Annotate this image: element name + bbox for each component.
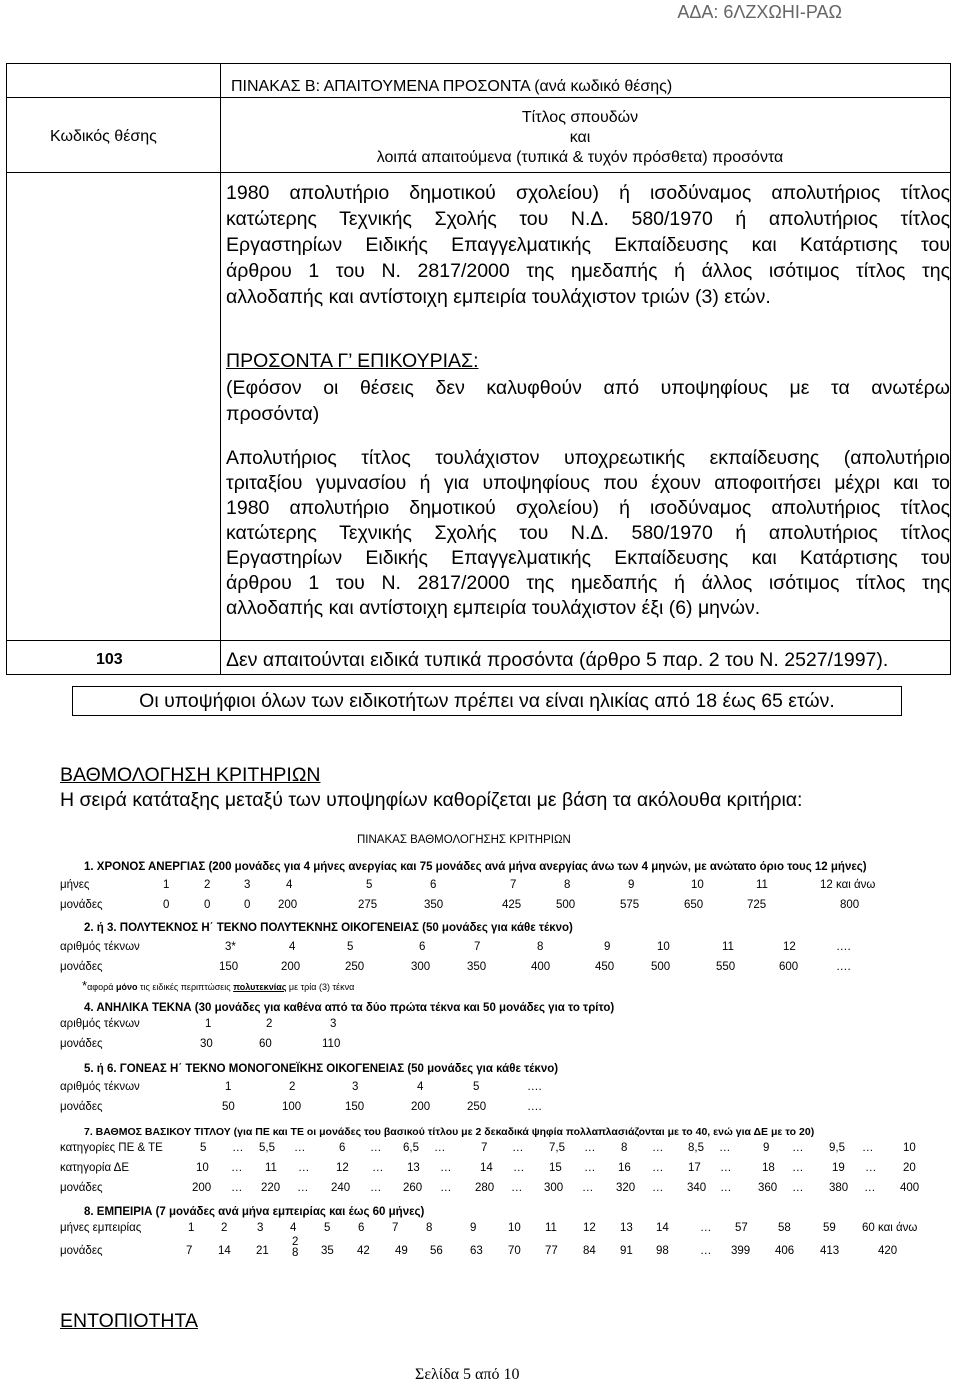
criterion-8-label-points: μονάδες <box>60 1245 103 1257</box>
score-cell: 800 <box>840 899 860 911</box>
score-cell: … <box>700 1245 712 1257</box>
score-cell: 8 <box>537 941 544 953</box>
score-cell: … <box>434 1142 446 1154</box>
score-cell: 17 <box>688 1162 701 1174</box>
score-cell: 5 <box>200 1142 207 1154</box>
score-cell: … <box>294 1142 306 1154</box>
criteria-scoring-title: ΒΑΘΜΟΛΟΓΗΣΗ ΚΡΙΤΗΡΙΩΝ <box>60 764 321 786</box>
score-cell: 63 <box>470 1245 483 1257</box>
score-cell: 9 <box>604 941 611 953</box>
score-cell: … <box>792 1142 804 1154</box>
score-cell: 57 <box>735 1222 748 1234</box>
score-cell: 6 <box>419 941 426 953</box>
paragraph-line: (Εφόσον οι θέσεις δεν καλυφθούν από υποψηφίους με τα ανωτέρω <box>226 377 950 399</box>
score-cell: 2 <box>221 1222 228 1234</box>
score-cell: 10 <box>508 1222 521 1234</box>
paragraph-line: κατώτερης Τεχνικής Σχολής του Ν.Δ. 580/1970 ή απολυτήριος τίτλος <box>226 522 950 544</box>
score-cell: 1 <box>225 1081 232 1093</box>
score-cell: 260 <box>403 1182 423 1194</box>
score-cell: 3 <box>330 1018 337 1030</box>
score-cell: 70 <box>508 1245 521 1257</box>
score-cell: …. <box>527 1101 542 1113</box>
criterion-8-heading: 8. ΕΜΠΕΙΡΙΑ (7 μονάδες ανά μήνα εμπειρίας και έως 60 μήνες) <box>84 1206 425 1218</box>
score-cell: 399 <box>731 1245 751 1257</box>
score-cell: 60 <box>259 1038 272 1050</box>
score-cell: … <box>720 1162 732 1174</box>
score-cell: 91 <box>620 1245 633 1257</box>
age-requirement-note: Οι υποψήφιοι όλων των ειδικοτήτων πρέπει να είναι ηλικίας από 18 έως 65 ετών. <box>72 686 902 716</box>
score-cell: … <box>584 1162 596 1174</box>
score-cell: 10 <box>657 941 670 953</box>
criterion-2-heading: 2. ή 3. ΠΟΛΥΤΕΚΝΟΣ Η΄ ΤΕΚΝΟ ΠΟΛΥΤΕΚΝΗΣ ΟΙΚΟΓΕΝΕΙΑΣ (50 μονάδες για κάθε τέκνο) <box>84 922 573 934</box>
score-cell: 150 <box>219 961 239 973</box>
position-code-103: 103 <box>96 651 123 668</box>
score-cell: 7 <box>392 1222 399 1234</box>
criterion-2-label-children: αριθμός τέκνων <box>60 941 140 953</box>
score-cell: 350 <box>467 961 487 973</box>
criterion-4-heading: 4. ΑΝΗΛΙΚΑ ΤΕΚΝΑ (30 μονάδες για καθένα από τα δύο πρώτα τέκνα και 50 μονάδες για το τρίτο) <box>84 1002 615 1014</box>
qualifications-header-1: Τίτλος σπουδών <box>521 109 639 126</box>
score-cell: 18 <box>762 1162 775 1174</box>
qualifications-header-3: λοιπά απαιτούμενα (τυπικά & τυχόν πρόσθετα) προσόντα <box>376 149 784 166</box>
score-cell: … <box>792 1162 804 1174</box>
score-cell: 3 <box>257 1222 264 1234</box>
score-cell: 8,5 <box>688 1142 704 1154</box>
score-cell: 650 <box>684 899 704 911</box>
footnote-text: τις ειδικές περιπτώσεις <box>137 982 234 992</box>
score-cell: … <box>297 1182 309 1194</box>
criteria-scoring-subtitle: Η σειρά κατάταξης μεταξύ των υποψηφίων καθορίζεται με βάση τα ακόλουθα κριτήρια: <box>60 789 803 811</box>
score-cell: … <box>700 1222 712 1234</box>
score-cell: 250 <box>467 1101 487 1113</box>
criterion-4-label-points: μονάδες <box>60 1038 103 1050</box>
score-cell: 2 <box>266 1018 273 1030</box>
score-cell: 84 <box>583 1245 596 1257</box>
score-cell: … <box>652 1182 664 1194</box>
score-cell: 420 <box>878 1245 898 1257</box>
score-cell: 220 <box>261 1182 281 1194</box>
score-cell: … <box>652 1142 664 1154</box>
score-cell: 200 <box>281 961 301 973</box>
score-cell: 8 <box>426 1222 433 1234</box>
criterion-1-label-months: μήνες <box>60 879 90 891</box>
footnote-text: αφορά <box>87 982 116 992</box>
criterion-7-label-pe-te: κατηγορίες ΠΕ & ΤΕ <box>60 1142 163 1154</box>
score-cell: 1 <box>205 1018 212 1030</box>
score-cell: 550 <box>716 961 736 973</box>
score-cell: 406 <box>775 1245 795 1257</box>
score-cell: 3* <box>225 941 236 953</box>
criterion-5-label-points: μονάδες <box>60 1101 103 1113</box>
score-cell: 13 <box>620 1222 633 1234</box>
score-cell: 9 <box>470 1222 477 1234</box>
score-cell: … <box>370 1142 382 1154</box>
score-cell: … <box>792 1182 804 1194</box>
score-cell: 380 <box>829 1182 849 1194</box>
criterion-5-heading: 5. ή 6. ΓΟΝΕΑΣ Η΄ ΤΕΚΝΟ ΜΟΝΟΓΟΝΕΪΚΗΣ ΟΙΚΟΓΕΝΕΙΑΣ (50 μονάδες για κάθε τέκνο) <box>84 1063 559 1075</box>
score-cell: 10 <box>196 1162 209 1174</box>
score-cell: 49 <box>395 1245 408 1257</box>
score-cell: 6 <box>358 1222 365 1234</box>
score-cell: … <box>720 1182 732 1194</box>
paragraph-line: 1980 απολυτήριο δημοτικού σχολείου) ή ισοδύναμος απολυτήριος τίτλος <box>226 182 950 204</box>
score-cell: 8 <box>621 1142 628 1154</box>
score-cell: … <box>231 1182 243 1194</box>
score-cell: 2 8 <box>292 1236 299 1259</box>
score-cell: …. <box>527 1081 542 1093</box>
paragraph-line: άρθρου 1 του Ν. 2817/2000 της ημεδαπής ή άλλος ισότιμος τίτλος της <box>226 572 950 594</box>
auxiliary-qualifications-heading: ΠΡΟΣΟΝΤΑ Γ’ ΕΠΙΚΟΥΡΙΑΣ: <box>226 350 479 372</box>
score-cell: … <box>370 1182 382 1194</box>
score-cell: 21 <box>256 1245 269 1257</box>
score-cell: 2 <box>289 1081 296 1093</box>
score-cell: 5 <box>324 1222 331 1234</box>
score-cell: 12 <box>583 1222 596 1234</box>
score-cell: 5 <box>366 879 373 891</box>
score-cell: 4 <box>289 941 296 953</box>
score-cell: 0 <box>204 899 211 911</box>
score-cell: 7 <box>481 1142 488 1154</box>
paragraph-line: 1980 απολυτήριο δημοτικού σχολείου) ή ισοδύναμος απολυτήριος τίτλος <box>226 497 950 519</box>
criterion-5-label-children: αριθμός τέκνων <box>60 1081 140 1093</box>
score-cell: 59 <box>823 1222 836 1234</box>
score-cell: 360 <box>758 1182 778 1194</box>
score-cell: 5 <box>473 1081 480 1093</box>
footnote-text: με τρία (3) τέκνα <box>286 982 355 992</box>
score-cell: 7 <box>510 879 517 891</box>
paragraph-line: αλλοδαπής και αντίστοιχη εμπειρία τουλάχιστον έξι (6) μηνών. <box>226 597 761 619</box>
position-code-header: Κωδικός θέσης <box>50 128 157 145</box>
score-cell: … <box>231 1162 243 1174</box>
score-cell: … <box>513 1162 525 1174</box>
paragraph-line: τριταξίου γυμνασίου ή για υποψηφίους που έχουν αποφοιτήσει μέχρι και το <box>226 472 950 494</box>
score-cell: 250 <box>345 961 365 973</box>
score-cell: 2 <box>204 879 211 891</box>
score-cell: 6,5 <box>403 1142 419 1154</box>
score-cell: 9 <box>628 879 635 891</box>
score-cell: 30 <box>200 1038 213 1050</box>
table-b-title: ΠΙΝΑΚΑΣ Β: ΑΠΑΙΤΟΥΜΕΝΑ ΠΡΟΣΟΝΤΑ (ανά κωδικό θέσης) <box>231 78 673 95</box>
score-cell: 50 <box>222 1101 235 1113</box>
score-cell: 725 <box>747 899 767 911</box>
score-cell: 10 <box>903 1142 916 1154</box>
paragraph-line: κατώτερης Τεχνικής Σχολής του Ν.Δ. 580/1970 ή απολυτήριος τίτλος <box>226 208 950 230</box>
paragraph-line: αλλοδαπής και αντίστοιχη εμπειρία τουλάχιστον τριών (3) ετών. <box>226 286 771 308</box>
document-code: ΑΔΑ: 6ΛΖΧΩΗΙ-ΡΑΩ <box>677 2 842 22</box>
score-cell: 20 <box>903 1162 916 1174</box>
footnote-emphasis: πολυτεκνίας <box>233 982 287 992</box>
score-cell: 400 <box>900 1182 920 1194</box>
score-cell: …. <box>836 961 851 973</box>
score-cell: 400 <box>531 961 551 973</box>
row-103-text: Δεν απαιτούνται ειδικά τυπικά προσόντα (άρθρο 5 παρ. 2 του Ν. 2527/1997). <box>226 649 889 671</box>
score-cell: … <box>584 1142 596 1154</box>
score-cell: 200 <box>192 1182 212 1194</box>
score-cell: 450 <box>595 961 615 973</box>
score-cell: 8 <box>564 879 571 891</box>
score-cell: 300 <box>411 961 431 973</box>
qualifications-header-2: και <box>569 129 591 146</box>
score-cell: 413 <box>820 1245 840 1257</box>
score-cell: 6 <box>339 1142 346 1154</box>
score-cell: … <box>652 1162 664 1174</box>
score-cell: 4 <box>286 879 293 891</box>
score-cell: 14 <box>480 1162 493 1174</box>
criterion-2-footnote <box>82 978 354 993</box>
criterion-1-label-points: μονάδες <box>60 899 103 911</box>
score-cell: … <box>232 1142 244 1154</box>
score-cell: … <box>512 1142 524 1154</box>
paragraph-line: Εργαστηρίων Ειδικής Επαγγελματικής Εκπαίδευσης και Κατάρτισης του <box>226 234 950 256</box>
score-cell: 6 <box>430 879 437 891</box>
score-cell: 320 <box>616 1182 636 1194</box>
scoring-table-title: ΠΙΝΑΚΑΣ ΒΑΘΜΟΛΟΓΗΣΗΣ ΚΡΙΤΗΡΙΩΝ <box>357 834 571 846</box>
score-cell: 10 <box>691 879 704 891</box>
score-cell: 9 <box>763 1142 770 1154</box>
score-cell: 14 <box>656 1222 669 1234</box>
score-cell: 500 <box>556 899 576 911</box>
row-divider <box>7 640 950 641</box>
score-cell: 11 <box>722 941 734 953</box>
score-cell: 4 <box>417 1081 424 1093</box>
score-cell: 300 <box>544 1182 564 1194</box>
score-cell: 500 <box>651 961 671 973</box>
score-cell: 12 <box>783 941 796 953</box>
score-cell: 240 <box>331 1182 351 1194</box>
score-cell: … <box>864 1182 876 1194</box>
criterion-8-label-months: μήνες εμπειρίας <box>60 1222 142 1234</box>
score-cell: 4 <box>290 1222 297 1234</box>
score-cell: … <box>582 1182 594 1194</box>
score-cell: 11 <box>756 879 768 891</box>
score-cell: 13 <box>407 1162 420 1174</box>
score-cell: 3 <box>352 1081 359 1093</box>
score-cell: 7 <box>474 941 481 953</box>
score-cell: … <box>511 1182 523 1194</box>
score-cell: 19 <box>832 1162 845 1174</box>
score-cell: 0 <box>244 899 251 911</box>
score-cell: 1 <box>188 1222 195 1234</box>
score-cell: … <box>298 1162 310 1174</box>
criterion-7-label-de: κατηγορία ΔΕ <box>60 1162 129 1174</box>
score-cell: 5,5 <box>259 1142 275 1154</box>
criterion-7-label-points: μονάδες <box>60 1182 103 1194</box>
score-cell: 280 <box>475 1182 495 1194</box>
score-cell: 56 <box>430 1245 443 1257</box>
criterion-4-label-children: αριθμός τέκνων <box>60 1018 140 1030</box>
score-cell: 1 <box>163 879 170 891</box>
score-cell: 9,5 <box>829 1142 845 1154</box>
score-cell: …. <box>836 941 851 953</box>
page-number: Σελίδα 5 από 10 <box>415 1366 520 1383</box>
score-cell: 11 <box>545 1222 557 1234</box>
score-cell: 575 <box>620 899 640 911</box>
score-cell: 77 <box>545 1245 558 1257</box>
score-cell: 58 <box>778 1222 791 1234</box>
score-cell: 3 <box>244 879 251 891</box>
criterion-7-heading: 7. ΒΑΘΜΟΣ ΒΑΣΙΚΟΥ ΤΙΤΛΟΥ (για ΠΕ και ΤΕ οι μονάδες του βασικού τίτλου με 2 δεκαδικά ψηφία πολλαπλασιάζονται με το 40, ενώ για ΔΕ με το 20) <box>84 1126 815 1138</box>
row-divider <box>7 172 950 173</box>
score-cell: 600 <box>779 961 799 973</box>
score-cell: 350 <box>424 899 444 911</box>
score-cell: 12 <box>336 1162 349 1174</box>
score-cell: … <box>440 1182 452 1194</box>
score-cell: 16 <box>618 1162 631 1174</box>
score-cell: 5 <box>347 941 354 953</box>
score-cell: 14 <box>218 1245 231 1257</box>
criterion-1-heading: 1. ΧΡΟΝΟΣ ΑΝΕΡΓΙΑΣ (200 μονάδες για 4 μήνες ανεργίας και 75 μονάδες ανά μήνα ανεργίας άνω των 4 μηνών, με ανώτατο όριο τους 12 μήνες) <box>84 861 867 873</box>
score-cell: 7 <box>186 1245 193 1257</box>
score-cell: 200 <box>411 1101 431 1113</box>
score-cell: 7,5 <box>549 1142 565 1154</box>
score-cell: 340 <box>687 1182 707 1194</box>
score-cell: 0 <box>163 899 170 911</box>
score-cell: … <box>862 1142 874 1154</box>
score-cell: 275 <box>358 899 378 911</box>
score-cell: 15 <box>549 1162 562 1174</box>
locality-heading: ΕΝΤΟΠΙΟΤΗΤΑ <box>60 1310 198 1332</box>
score-cell: 35 <box>321 1245 334 1257</box>
footnote-star: * <box>82 978 88 993</box>
score-cell: 11 <box>265 1162 277 1174</box>
score-cell: … <box>719 1142 731 1154</box>
score-cell: … <box>865 1162 877 1174</box>
score-cell: 42 <box>357 1245 370 1257</box>
criterion-2-label-points: μονάδες <box>60 961 103 973</box>
score-cell: 60 και άνω <box>862 1222 918 1234</box>
score-cell: 12 και άνω <box>820 879 876 891</box>
paragraph-line: άρθρου 1 του Ν. 2817/2000 της ημεδαπής ή άλλος ισότιμος τίτλος της <box>226 260 950 282</box>
footnote-emphasis: μόνο <box>115 982 138 992</box>
score-cell: 200 <box>278 899 298 911</box>
paragraph-line: Εργαστηρίων Ειδικής Επαγγελματικής Εκπαίδευσης και Κατάρτισης του <box>226 547 950 569</box>
paragraph-line: προσόντα) <box>226 403 320 425</box>
score-cell: … <box>440 1162 452 1174</box>
score-cell: 110 <box>322 1038 341 1050</box>
score-cell: 150 <box>345 1101 365 1113</box>
row-divider <box>7 97 950 98</box>
paragraph-line: Απολυτήριος τίτλος τουλάχιστον υποχρεωτικής εκπαίδευσης (απολυτήριο <box>226 447 950 469</box>
score-cell: … <box>372 1162 384 1174</box>
score-cell: 98 <box>656 1245 669 1257</box>
score-cell: 100 <box>282 1101 302 1113</box>
score-cell: 425 <box>502 899 522 911</box>
